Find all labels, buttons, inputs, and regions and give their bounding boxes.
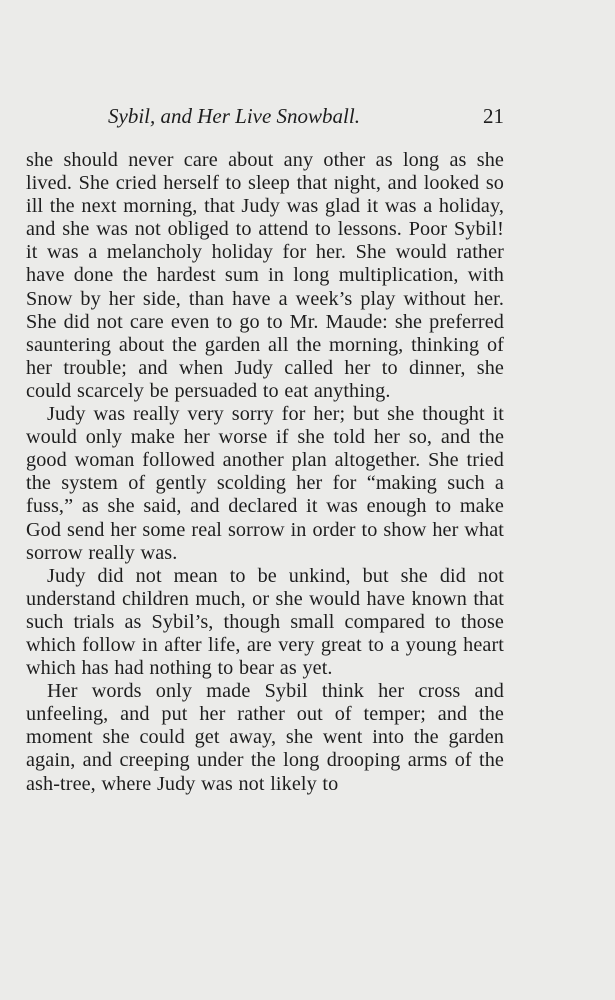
paragraph-3: Judy did not mean to be unkind, but she did not understand children much, or she would have known that such trials as Sybil’s, though small compared to those which follow in after life, are very great to a young heart which has had nothing to bear as yet. bbox=[26, 564, 504, 680]
page-number: 21 bbox=[483, 104, 504, 128]
paragraph-2: Judy was really very sorry for her; but she thought it would only make her worse if she told her so, and the good woman followed another plan altogether. She tried the system of gently scolding her for “making such a fuss,” as she said, and declared it was enough to make God send her some real sorrow in order to show her what sorrow really was. bbox=[26, 403, 504, 564]
paragraph-1: she should never care about any other as long as she lived. She cried herself to sleep that night, and looked so ill the next morning, that Judy was glad it was a holiday, and she was not obliged to attend to lessons. Poor Sybil! it was a melancholy holiday for her. She would rather have done the hardest sum in long multiplication, with Snow by her side, than have a week’s play without her. She did not care even to go to Mr. Maude: she preferred sauntering about the garden all the morning, thinking of her trouble; and when Judy called her to dinner, she could scarcely be persuaded to eat anything. bbox=[26, 149, 504, 402]
running-header bbox=[108, 102, 508, 134]
paragraph-4: Her words only made Sybil think her cross and unfeeling, and put her rather out of temper; and the moment she could get away, she went into the garden again, and creeping under the long drooping arms of the ash-tree, where Judy was not likely to bbox=[26, 680, 504, 795]
running-title: Sybil, and Her Live Snowball. bbox=[108, 104, 360, 128]
body-text bbox=[26, 149, 504, 796]
